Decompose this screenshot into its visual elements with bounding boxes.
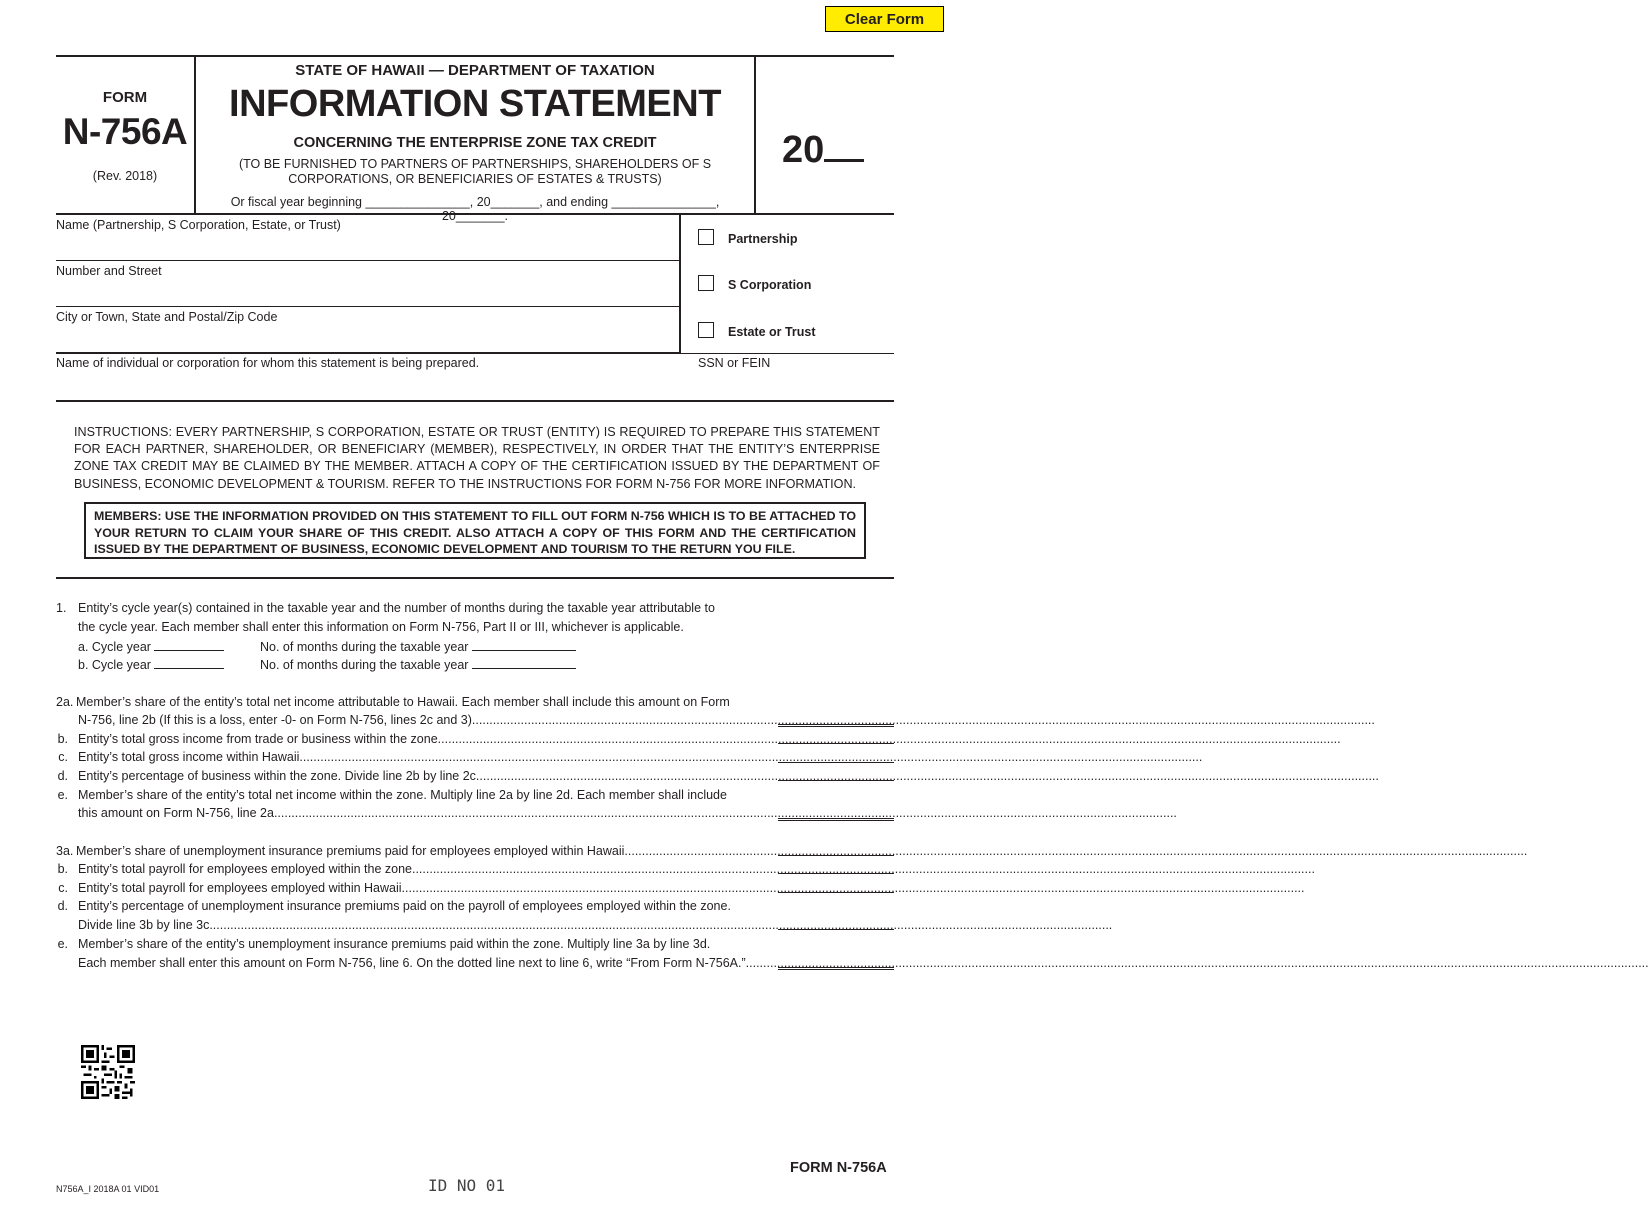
form-number: N-756A xyxy=(62,111,188,152)
line-3a-amount[interactable] xyxy=(778,842,894,856)
line-2c-amount[interactable] xyxy=(778,748,894,763)
line-3e-text-2-content: Each member shall enter this amount on Form N-756, line 6. On the dotted line next to line 6, write “From Form N-756A.” xyxy=(78,956,746,970)
agency-name: STATE OF HAWAII — DEPARTMENT OF TAXATION xyxy=(295,62,655,79)
line-1b-label: b. Cycle year xyxy=(78,658,151,672)
line-1b-months xyxy=(260,657,576,672)
line-2a-number: 2a. xyxy=(56,695,74,709)
leader-dots: .................................................................................................................................................................................................................................................................... xyxy=(299,750,1203,764)
line-3d-text-2 xyxy=(78,918,1113,932)
line-2a-text-2-content: N-756, line 2b (If this is a loss, enter -0- on Form N-756, lines 2c and 3) xyxy=(78,713,472,727)
line-1a-months xyxy=(260,639,576,654)
members-notice: MEMBERS: USE THE INFORMATION PROVIDED ON THIS STATEMENT TO FILL OUT FORM N-756 WHICH IS TO BE ATTACHED TO YOUR RETURN TO CLAIM YOUR SHARE OF THIS CREDIT. ALSO ATTACH A COPY OF THIS FORM AND THE CERTIFICATION ISSUED BY THE DEPARTMENT OF BUSINESS, ECONOMIC DEVELOPMENT AND TOURISM TO THE RETURN YOU FILE. xyxy=(84,502,866,559)
line-1b-months-label: No. of months during the taxable year xyxy=(260,658,469,672)
line-2e-amount[interactable] xyxy=(778,805,894,821)
line-1b xyxy=(78,657,224,672)
form-header xyxy=(56,55,894,223)
entity-name-label: Name (Partnership, S Corporation, Estate, or Trust) xyxy=(56,218,341,232)
line-3c-number: c. xyxy=(58,881,68,895)
qr-code-icon xyxy=(81,1045,135,1099)
tax-year[interactable] xyxy=(782,129,864,172)
form-label: FORM xyxy=(102,89,148,106)
entity-info-section xyxy=(56,215,894,402)
line-2e-number: e. xyxy=(57,788,68,802)
line-3a-number: 3a. xyxy=(56,844,74,858)
line-1-text-2: the cycle year. Each member shall enter this information on Form N-756, Part II or III, whichever is applicable. xyxy=(78,620,684,634)
s-corporation-checkbox[interactable] xyxy=(698,275,714,291)
line-2b-text xyxy=(78,732,1341,746)
line-3d-text: Entity’s percentage of unemployment insurance premiums paid on the payroll of employees employed within the zone. xyxy=(78,899,731,913)
line-2b-amount[interactable] xyxy=(778,730,894,744)
line-3c-text xyxy=(78,881,1305,895)
partnership-label: Partnership xyxy=(728,232,798,246)
clear-form-button[interactable]: Clear Form xyxy=(825,6,944,32)
tax-year-blank[interactable] xyxy=(824,130,864,162)
line-3d-number: d. xyxy=(57,899,68,913)
leader-dots: .................................................................................................................................................................................................................................................................... xyxy=(745,956,1649,970)
leader-dots: .................................................................................................................................................................................................................................................................... xyxy=(273,806,1177,820)
divider xyxy=(56,577,894,579)
id-number: ID NO 01 xyxy=(428,1176,506,1195)
leader-dots: .................................................................................................................................................................................................................................................................... xyxy=(411,862,1315,876)
title-box xyxy=(196,57,754,223)
line-3e-text: Member’s share of the entity’s unemployment insurance premiums paid within the zone. Multiply line 3a by line 3d. xyxy=(78,937,711,951)
leader-dots: .................................................................................................................................................................................................................................................................... xyxy=(475,769,1379,783)
line-2b-text-content: Entity’s total gross income from trade or business within the zone xyxy=(78,732,438,746)
line-1b-months-input[interactable] xyxy=(472,657,576,669)
line-3c-text-content: Entity’s total payroll for employees employed within Hawaii xyxy=(78,881,402,895)
instructions-text: INSTRUCTIONS: EVERY PARTNERSHIP, S CORPORATION, ESTATE OR TRUST (ENTITY) IS REQUIRED TO PREPARE THIS STATEMENT FOR EACH PARTNER, SHAREHOLDER, OR BENEFICIARY (MEMBER), RESPECTIVELY, IN ORDER THAT THE ENTITY’S ENTERPRISE ZONE TAX CREDIT MAY BE CLAIMED BY THE MEMBER. ATTACH A COPY OF THE CERTIFICATION ISSUED BY THE DEPARTMENT OF BUSINESS, ECONOMIC DEVELOPMENT & TOURISM. REFER TO THE INSTRUCTIONS FOR FORM N-756 FOR MORE INFORMATION. xyxy=(74,425,880,491)
estate-trust-checkbox[interactable] xyxy=(698,322,714,338)
page-title: INFORMATION STATEMENT xyxy=(229,83,721,125)
divider xyxy=(56,353,894,354)
line-3a-text-content: Member’s share of unemployment insurance premiums paid for employees employed within Hawaii xyxy=(76,844,625,858)
line-2c-text xyxy=(78,750,1203,764)
line-3e-number: e. xyxy=(57,937,68,951)
line-2c-number: c. xyxy=(58,750,68,764)
line-3d-text-2-content: Divide line 3b by line 3c xyxy=(78,918,210,932)
line-2c-text-content: Entity’s total gross income within Hawaii xyxy=(78,750,300,764)
form-id-box xyxy=(56,57,196,213)
line-1a-cycle-year-input[interactable] xyxy=(154,639,224,651)
tax-year-box xyxy=(754,57,894,213)
leader-dots: .................................................................................................................................................................................................................................................................... xyxy=(624,844,1528,858)
line-3d-amount[interactable] xyxy=(778,916,894,930)
line-2b-number: b. xyxy=(57,732,68,746)
line-2e-text-2 xyxy=(78,806,1177,820)
line-1b-cycle-year-input[interactable] xyxy=(154,657,224,669)
line-1-text: Entity’s cycle year(s) contained in the taxable year and the number of months during the taxable year attributable to xyxy=(78,601,715,615)
line-1a-months-input[interactable] xyxy=(472,639,576,651)
s-corporation-label: S Corporation xyxy=(728,278,812,292)
line-3a-text xyxy=(76,844,1528,858)
estate-trust-label: Estate or Trust xyxy=(728,325,816,339)
line-3e-text-2 xyxy=(78,956,1649,970)
line-3b-amount[interactable] xyxy=(778,860,894,874)
line-2d-text-content: Entity’s percentage of business within the zone. Divide line 2b by line 2c xyxy=(78,769,476,783)
line-1a-months-label: No. of months during the taxable year xyxy=(260,640,469,654)
line-2a-amount[interactable] xyxy=(778,712,894,727)
furnish-note-line2: CORPORATIONS, OR BENEFICIARIES OF ESTATES & TRUSTS) xyxy=(288,172,662,186)
leader-dots: .................................................................................................................................................................................................................................................................... xyxy=(471,713,1375,727)
city-field[interactable] xyxy=(56,307,681,353)
form-code: N756A_I 2018A 01 VID01 xyxy=(56,1184,160,1194)
line-3b-text-content: Entity’s total payroll for employees employed within the zone xyxy=(78,862,412,876)
fiscal-year-field[interactable]: Or fiscal year beginning _______________, 20_______, and ending _______________, 20_______. xyxy=(230,195,720,223)
line-2d-amount[interactable] xyxy=(778,767,894,781)
street-field[interactable] xyxy=(56,261,681,307)
entity-name-field[interactable] xyxy=(56,215,681,261)
line-3e-amount[interactable] xyxy=(778,955,894,970)
ssn-fein-field[interactable]: SSN or FEIN xyxy=(698,356,771,370)
line-2a-text-2 xyxy=(78,713,1375,727)
line-3c-amount[interactable] xyxy=(778,879,894,893)
partnership-checkbox[interactable] xyxy=(698,229,714,245)
leader-dots: .................................................................................................................................................................................................................................................................... xyxy=(209,918,1113,932)
divider xyxy=(679,215,681,354)
line-2e-text-2-content: this amount on Form N-756, line 2a xyxy=(78,806,274,820)
tax-year-prefix: 20 xyxy=(782,129,825,171)
line-2d-number: d. xyxy=(57,769,68,783)
line-1a-label: a. Cycle year xyxy=(78,640,151,654)
leader-dots: .................................................................................................................................................................................................................................................................... xyxy=(401,881,1305,895)
furnish-note-line1: (TO BE FURNISHED TO PARTNERS OF PARTNERSHIPS, SHAREHOLDERS OF S xyxy=(238,157,712,171)
line-2a-text: Member’s share of the entity’s total net income attributable to Hawaii. Each member shall include this amount on Form xyxy=(76,695,730,709)
line-2d-text xyxy=(78,769,1379,783)
street-label: Number and Street xyxy=(56,264,162,278)
line-2e-text: Member’s share of the entity’s total net income within the zone. Multiply line 2a by line 2d. Each member shall include xyxy=(78,788,727,802)
city-label: City or Town, State and Postal/Zip Code xyxy=(56,310,278,324)
member-name-field[interactable]: Name of individual or corporation for whom this statement is being prepared. xyxy=(56,356,480,370)
furnish-note xyxy=(216,157,734,187)
line-1-number: 1. xyxy=(56,601,67,615)
line-1a xyxy=(78,639,224,654)
footer-form-name: FORM N-756A xyxy=(790,1160,887,1176)
page-subtitle: CONCERNING THE ENTERPRISE ZONE TAX CREDIT xyxy=(293,135,657,151)
leader-dots: .................................................................................................................................................................................................................................................................... xyxy=(437,732,1341,746)
line-3b-number: b. xyxy=(57,862,68,876)
line-3b-text xyxy=(78,862,1315,876)
form-revision: (Rev. 2018) xyxy=(92,169,158,183)
